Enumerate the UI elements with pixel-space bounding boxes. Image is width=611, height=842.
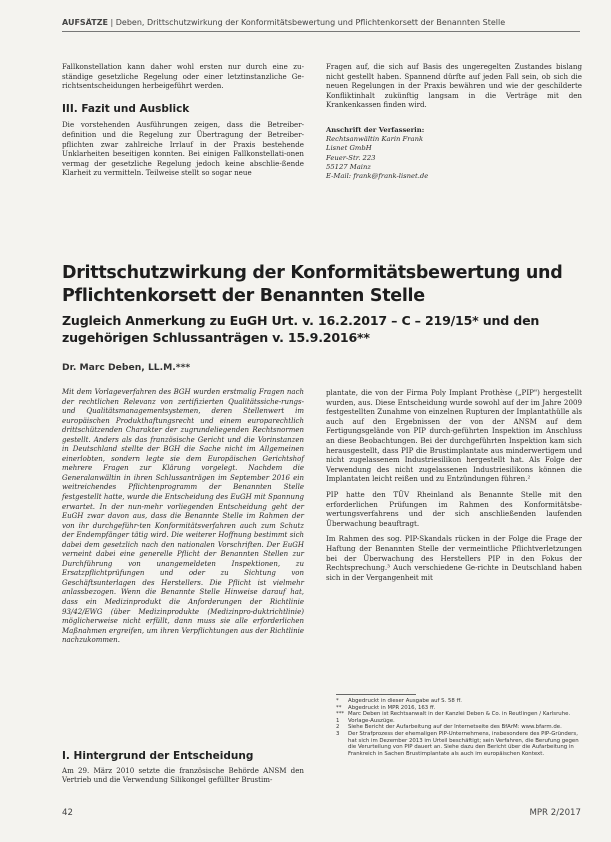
section-heading-hintergrund: I. Hintergrund der Entscheidung — [62, 750, 254, 762]
author-line: E-Mail: frank@frank-lisnet.de — [326, 171, 429, 180]
footnotes — [336, 698, 582, 757]
abstract — [62, 388, 304, 648]
footnote — [336, 731, 582, 757]
author-line: 55127 Mainz — [326, 162, 371, 171]
footnote-text: Siehe Bericht der Aufarbeitung auf der Internetseite des BfArM: www.bfarm.de. — [348, 724, 562, 731]
footnote-mark: 1 — [336, 717, 340, 724]
footnote-mark: 2 — [336, 724, 340, 731]
footnote-mark: 3 — [336, 730, 340, 737]
top-left-column — [62, 62, 304, 180]
article-title-block — [62, 262, 582, 346]
author-address — [326, 126, 582, 181]
page-number: 42 — [62, 808, 73, 818]
footnote-mark: ** — [336, 704, 342, 711]
section-1-text: Am 29. März 2010 setzte die französische Behörde ANSM den Vertrieb und die Verwendung Silikongel gefüllter Brustim- — [62, 765, 304, 785]
footnote — [336, 724, 582, 731]
article-title: Drittschutzwirkung der Konformitätsbewertung und Pflichtenkorsett der Benannten Stelle — [62, 263, 563, 306]
fazit-text: Die vorstehenden Ausführungen zeigen, dass die Betreiber-definition und die Regelung zur Übertragung der Betreiber-pflichten zwar zahlreiche Irrlauf in der Praxis bestehende Unklarheiten beseitigen konnten. Bei einigen Fallkonstellati-onen vermag der gesetzliche Regelung jedoch keine abschlie-ßende Klarheit zu vermitteln. Teilweise stellt so sogar neue — [62, 120, 304, 178]
top-left-paragraph: Fallkonstellation kann daher wohl ersten nur durch eine zu-ständige gesetzliche Regelung oder einer letztinstanzliche Ge-richtsentscheidungen herbeigeführt werden. — [62, 62, 304, 91]
running-head-title: Deben, Drittschutzwirkung der Konformitätsbewertung und Pflichtenkorsett der Benannten Stelle — [115, 18, 506, 27]
footnote-text: Vorlage-Auszüge. — [348, 717, 395, 724]
footnote-mark: *** — [336, 711, 345, 718]
right-paragraph-3: Im Rahmen des sog. PIP-Skandals rücken in der Folge die Frage der Haftung der Benannten Stelle der vermeintliche Pflichtverletzungen bei der Überwachung des Herstellers PIP in den Fokus der Rechtsprechung.³ Auch verschiedene Ge-richte in Deutschland haben sich in der Vergangenheit mit — [326, 534, 582, 582]
footnote-mark: * — [336, 698, 339, 704]
running-head-section: AUFSÄTZE — [62, 18, 108, 27]
footnote-text: Marc Deben ist Rechtsanwalt in der Kanzlei Deben & Co. in Reutlingen / Karlsruhe. — [348, 711, 571, 718]
right-paragraph-1: plantate, die von der Firma Poly Implant Prothèse („PIP") hergestellt wurden, aus. Diese Entscheidung wurde sowohl auf der im Jahre 2009 festgestellten Zunahme von einzelnen Rupturen der Implantathülle als auch auf den Ergebnissen der von der ANSM auf dem Fertigungsgelände von PIP durch-geführten Inspektion im Anschluss an diese Beobachtungen. Bei der durchgeführten Inspektion kam sich herausgestellt, dass PIP die Brustimplantate aus minderwertigem und nicht zugelassenem Industriesilikon hergestellt hat. Als Folge der Verwendung des nicht zugelassenen Industriesilikons können die Implantaten leicht reißen und zu Entzündungen führen.² — [326, 388, 582, 484]
section-1 — [62, 752, 304, 787]
footnote — [336, 698, 582, 705]
article-author: Dr. Marc Deben, LL.M.*** — [62, 362, 191, 373]
journal-issue: MPR 2/2017 — [529, 808, 581, 818]
top-right-column — [326, 62, 582, 181]
running-head — [62, 18, 582, 27]
lower-right-column — [326, 388, 582, 584]
section-heading-fazit: III. Fazit und Ausblick — [62, 102, 190, 115]
top-right-paragraph: Fragen auf, die sich auf Basis des ungeregelten Zustandes bislang nicht gestellt haben. Spannend dürfte auf jeden Fall sein, ob sich die neuen Regelungen in der Praxis bewähren und wie der geschilderte Konfliktinhalt zukünftig langsam in die Verträge mit den Krankenkassen finden wird. — [326, 62, 582, 110]
footnote — [336, 718, 582, 725]
article-subtitle: Zugleich Anmerkung zu EuGH Urt. v. 16.2.2017 – C – 219/15* und den zugehörigen Schlussanträgen v. 15.9.2016** — [62, 313, 540, 345]
running-head-separator: | — [110, 18, 114, 27]
footnote — [336, 711, 582, 718]
header-rule — [62, 31, 580, 32]
footnote-text: Der Strafprozess der ehemaligen PIP-Unternehmens, insbesondere des PIP-Gründers, hat sich im Dezember 2013 im Urteil beschäftigt; sein Verfahren, die Berufung gegen die Verurteilung von PIP dauert an. Siehe dazu den Bericht über die Aufarbeitung in Frankreich in Sachen Brustimplantate als auch im europäischen Kontext. — [348, 730, 579, 757]
author-address-label: Anschrift der Verfasserin: — [326, 125, 425, 134]
footnote-rule — [336, 694, 416, 695]
author-line: Lisnet GmbH — [326, 144, 372, 153]
footnote — [336, 705, 582, 712]
right-paragraph-2: PIP hatte den TÜV Rheinland als Benannte Stelle mit den erforderlichen Prüfungen im Rahmen des Konformitätsbe-wertungsverfahrens und der sich anschließenden laufenden Überwachung beauftragt. — [326, 489, 582, 528]
author-line: Feuer-Str. 223 — [326, 153, 376, 162]
author-line: Rechtsanwältin Karin Frank — [326, 135, 424, 144]
footnote-text: Abgedruckt in MPR 2016, 163 ff. — [348, 704, 436, 711]
footnote-text: Abgedruckt in dieser Ausgabe auf S. 58 ff. — [348, 698, 463, 704]
abstract-text: Mit dem Vorlageverfahren des BGH wurden erstmalig Fragen nach der rechtlichen Relevanz von zertifizierten Qualitätssiche-rungs- und Qualitätsmanagementsystemen, deren Stellenwert im europäischen Produkthaftungsrecht und einem europarechtlich drittschützenden Charakter der zugrundeliegenden Rechtsnormen gestellt. Anders als das französische Gericht und die Vorinstanzen in Deutschland stellte der BGH die Sache nicht im Allgemeinen einerlobten, sondern legte sie dem Europäischen Gerichtshof mehrere Fragen zur Klärung vorgelegt. Nachdem die Generalanwältin in ihren Schlussanträgen im September 2016 ein weitreichendes Pflichtenprogramm der Benannten Stelle festgestellt hatte, wurde die Entscheidung des EuGH mit Spannung erwartet. In der nun-mehr vorliegenden Entscheidung geht der EuGH zwar davon aus, dass die Benannte Stelle im Rahmen der von ihr durchgeführ-ten Konformitätsverfahren auch zum Schutz der Endempfänger tätig wird. Die weiterer Hoffnung bestimmt sich dabei dem gesetzlich nach den nationalen Vorschriften. Der EuGH verneint dabei eine generelle Pflicht der Benannten Stellen zur Durchführung von unangemeldeten Inspektionen, zu Ersatzpflichtprüfungen und oder zu Sichtung von Geschäftsunterlagen des Herstellers. Die Pflicht ist vielmehr anlassbezogen. Wenn die Benannte Stelle Hinweise darauf hat, dass ein Medizinprodukt die Anforderungen der Richtlinie 93/42/EWG (über Medizinprodukte (Medizinpro-duktrichtlinie) möglicherweise nicht erfüllt, dann muss sie alle erforderlichen Maßnahmen ergreifen, um ihren Verpflichtungen aus der Richtlinie nachzukommen. — [62, 388, 304, 645]
